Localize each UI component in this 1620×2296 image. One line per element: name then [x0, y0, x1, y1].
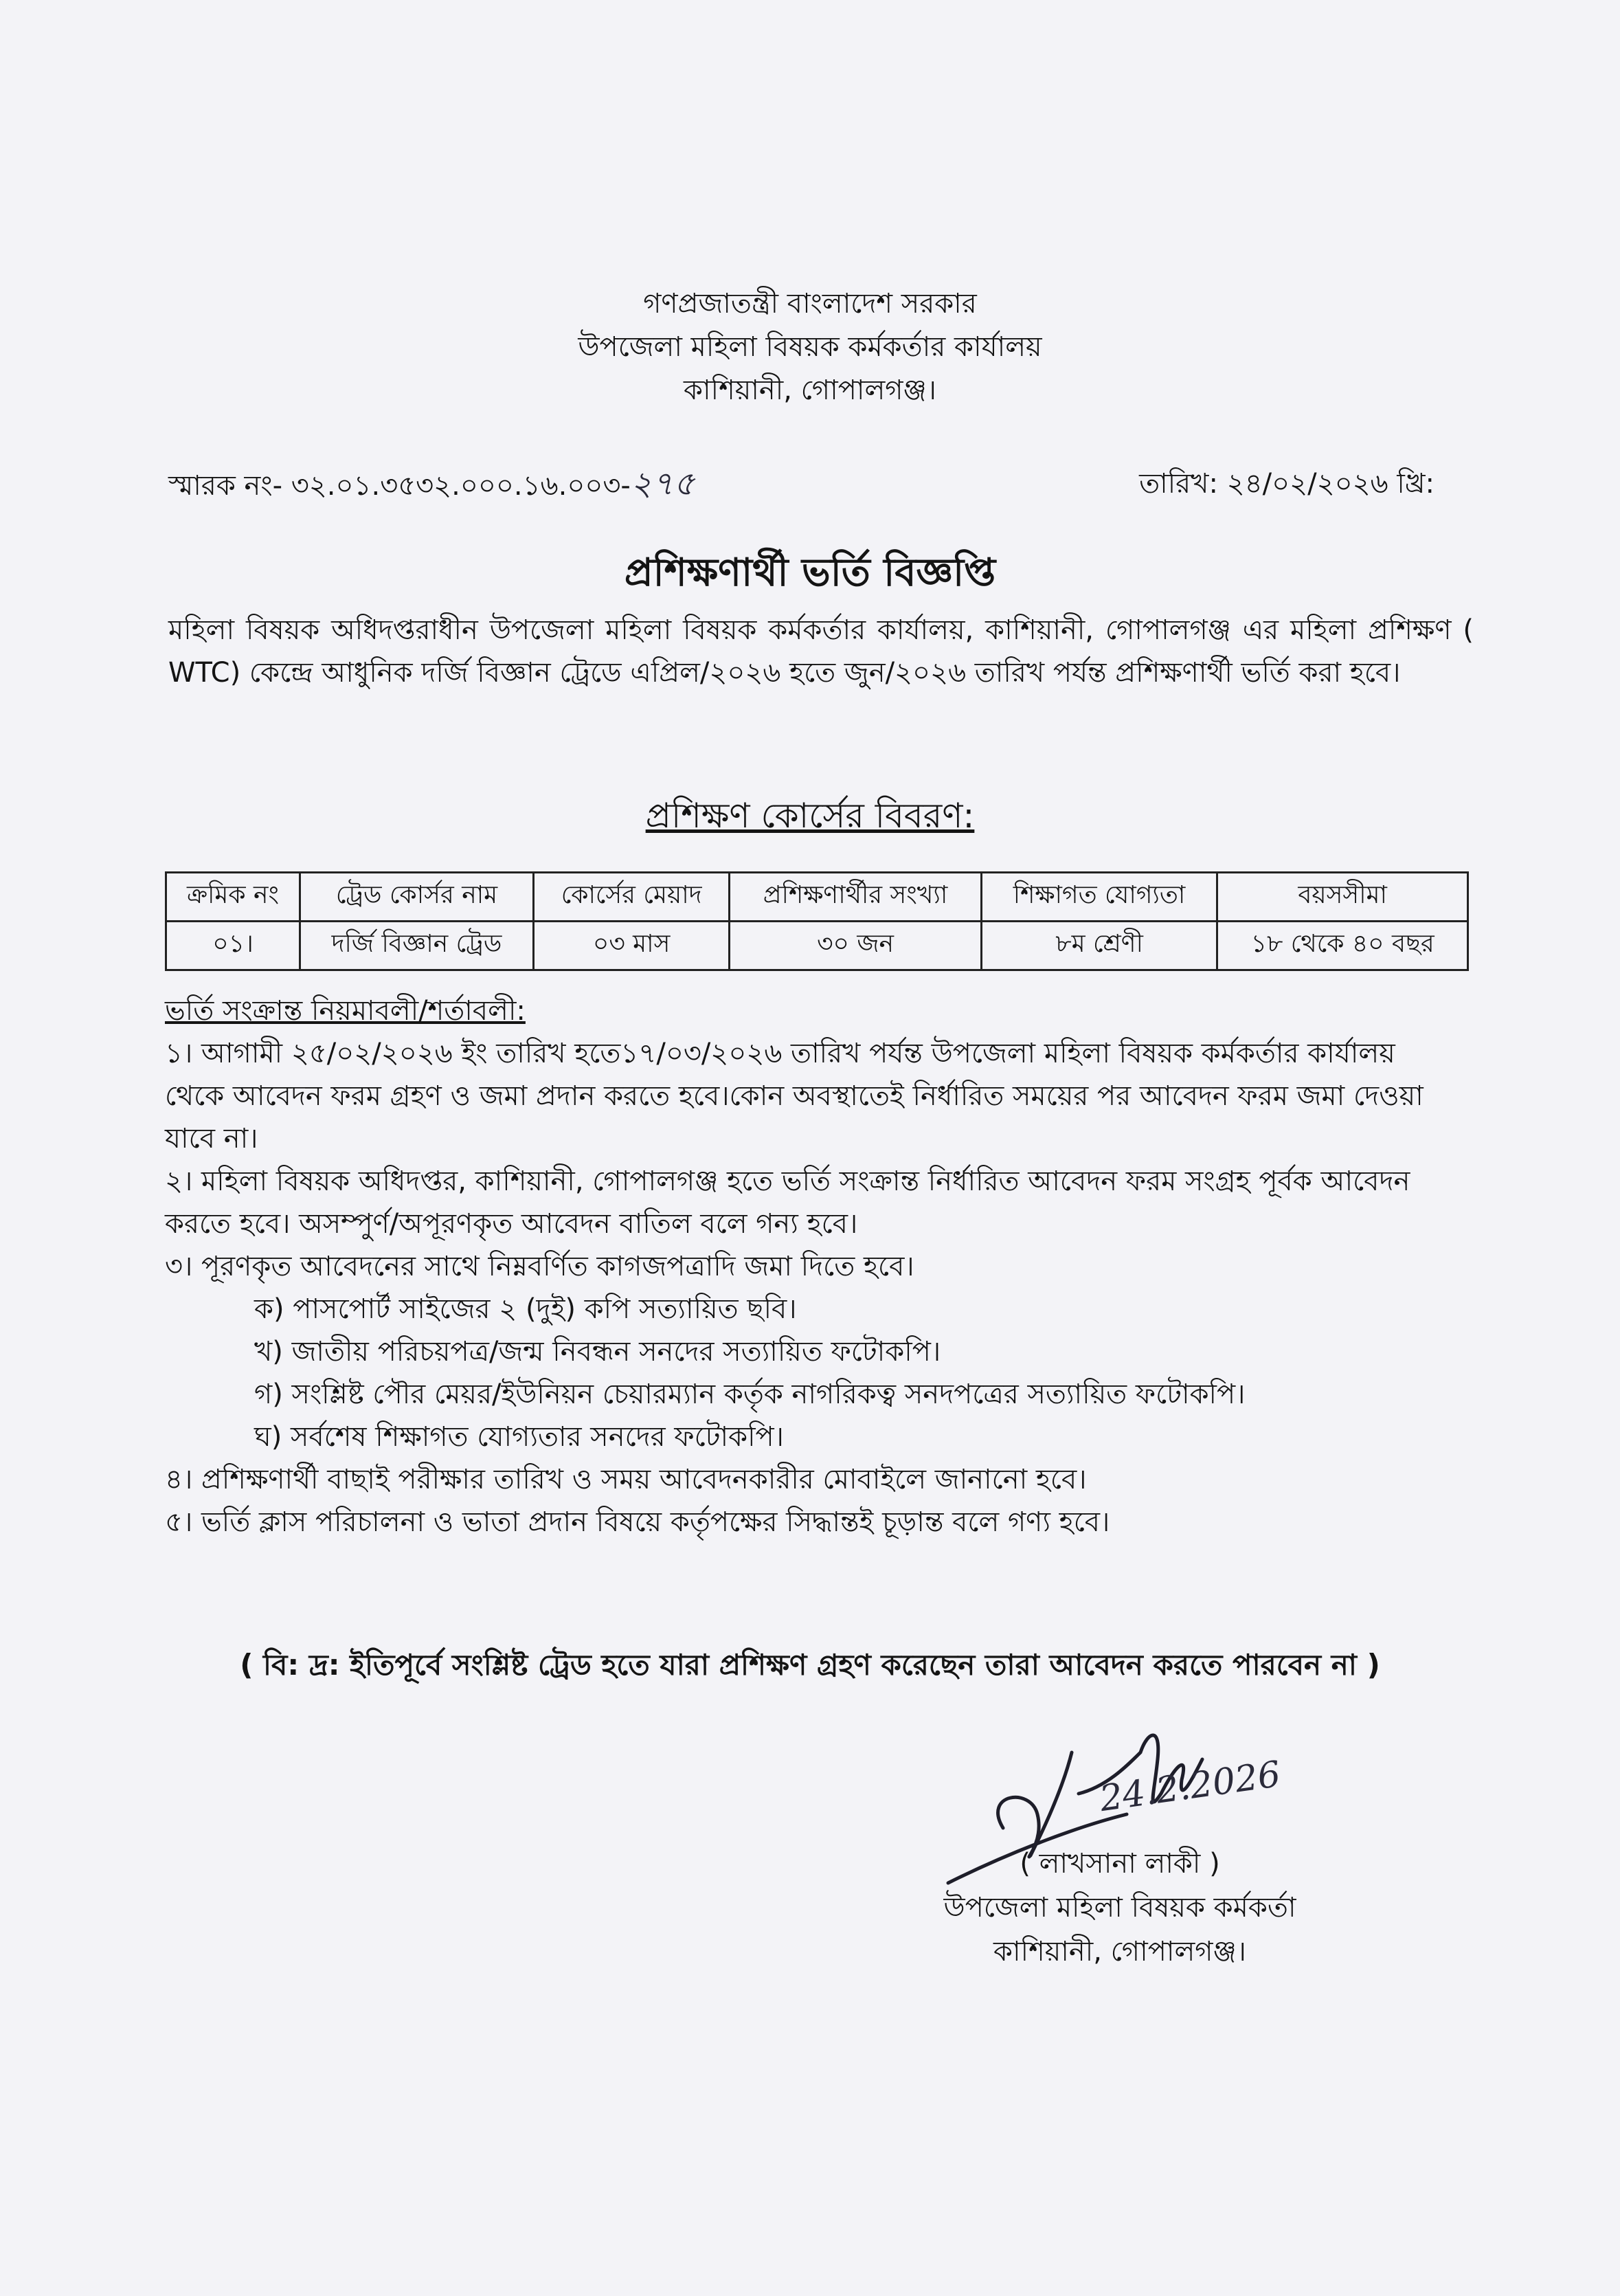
note: ( বি: দ্র: ইতিপূর্বে সংশ্লিষ্ট ট্রেড হতে যারা প্রশিক্ষণ গ্রহণ করেছেন তারা আবেদন করতে পারবেন না ) — [240, 1648, 1380, 1682]
memo-date: তারিখ: ২৪/০২/২০২৬ খ্রি: — [1139, 468, 1435, 500]
intro-paragraph: মহিলা বিষয়ক অধিদপ্তরাধীন উপজেলা মহিলা বিষয়ক কর্মকর্তার কার্যালয়, কাশিয়ানী, গোপালগঞ্জ এর মহিলা প্রশিক্ষণ ( WTC) কেন্দ্রে আধুনিক দর্জি বিজ্ঞান ট্রেডে এপ্রিল/২০২৬ হতে জুন/২০২৬ তারিখ পর্যন্ত প্রশিক্ষণার্থী ভর্তি করা হবে। — [168, 614, 1474, 689]
rules-heading: ভর্তি সংক্রান্ত নিয়মাবলী/শর্তাবলী: — [165, 995, 526, 1027]
rule-5: ৫। ভর্তি ক্লাস পরিচালনা ও ভাতা প্রদান বিষয়ে কর্তৃপক্ষের সিদ্ধান্তই চূড়ান্ত বলে গণ্য হবে। — [165, 1506, 1110, 1538]
col-age-limit: বয়সসীমা — [1217, 873, 1468, 922]
signature-block — [927, 1842, 1312, 1974]
col-course-name: ট্রেড কোর্সর নাম — [300, 873, 534, 922]
memo-handwritten-number: ২৭৫ — [630, 465, 695, 503]
header-government: গণপ্রজাতন্ত্রী বাংলাদেশ সরকার — [643, 288, 977, 320]
signatory-designation: উপজেলা মহিলা বিষয়ক কর্মকর্তা — [943, 1892, 1296, 1924]
header-office: উপজেলা মহিলা বিষয়ক কর্মকর্তার কার্যালয় — [578, 331, 1042, 363]
rules-section — [165, 990, 1456, 1543]
cell-qualification: ৮ম শ্রেণী — [981, 922, 1217, 970]
memo-number — [168, 459, 695, 513]
rule-3a: ক) পাসপোর্ট সাইজের ২ (দুই) কপি সত্যায়িত ছবি। — [254, 1293, 797, 1325]
cell-course-name: দর্জি বিজ্ঞান ট্রেড — [300, 922, 534, 970]
col-duration: কোর্সের মেয়াদ — [533, 873, 729, 922]
cell-duration: ০৩ মাস — [533, 922, 729, 970]
header-location: কাশিয়ানী, গোপালগঞ্জ। — [684, 375, 936, 406]
rule-3b: খ) জাতীয় পরিচয়পত্র/জন্ম নিবন্ধন সনদের সত্যায়িত ফটোকপি। — [254, 1336, 941, 1368]
page-title: প্রশিক্ষণার্থী ভর্তি বিজ্ঞপ্তি — [624, 550, 996, 595]
rule-4: ৪। প্রশিক্ষণার্থী বাছাই পরীক্ষার তারিখ ও সময় আবেদনকারীর মোবাইলে জানানো হবে। — [165, 1464, 1087, 1495]
rule-2: ২। মহিলা বিষয়ক অধিদপ্তর, কাশিয়ানী, গোপালগঞ্জ হতে ভর্তি সংক্রান্ত নির্ধারিত আবেদন ফরম সংগ্রহ পূর্বক আবেদন করতে হবে। অসম্পুর্ণ/অপূরণকৃত আবেদন বাতিল বলে গন্য হবে। — [165, 1166, 1410, 1240]
table-row — [166, 922, 1468, 970]
rule-3: ৩। পূরণকৃত আবেদনের সাথে নিম্নবর্ণিত কাগজপত্রাদি জমা দিতে হবে। — [165, 1251, 914, 1282]
signatory-location: কাশিয়ানী, গোপালগঞ্জ। — [993, 1936, 1246, 1968]
rule-3c: গ) সংশ্লিষ্ট পৌর মেয়র/ইউনিয়ন চেয়ারম্যান কর্তৃক নাগরিকত্ব সনদপত্রের সত্যায়িত ফটোকপি। — [254, 1379, 1246, 1410]
cell-trainee-count: ৩০ জন — [730, 922, 981, 970]
col-serial: ক্রমিক নং — [166, 873, 300, 922]
cell-serial: ০১। — [166, 922, 300, 970]
cell-age-limit: ১৮ থেকে ৪০ বছর — [1217, 922, 1468, 970]
col-qualification: শিক্ষাগত যোগ্যতা — [981, 873, 1217, 922]
course-heading: প্রশিক্ষণ কোর্সের বিবরণ: — [645, 796, 975, 836]
course-table — [165, 871, 1469, 971]
col-trainee-count: প্রশিক্ষণার্থীর সংখ্যা — [730, 873, 981, 922]
table-header-row — [166, 873, 1468, 922]
rule-3d: ঘ) সর্বশেষ শিক্ষাগত যোগ্যতার সনদের ফটোকপি। — [254, 1421, 784, 1453]
signatory-name: ( লাখসানা লাকী ) — [1020, 1848, 1220, 1880]
memo-label: স্মারক নং- ৩২.০১.৩৫৩২.০০০.১৬.০০৩- — [168, 470, 631, 502]
signature-date: 24.2.2026 — [1097, 1753, 1283, 1820]
rule-1: ১। আগামী ২৫/০২/২০২৬ ইং তারিখ হতে১৭/০৩/২০২৬ তারিখ পর্যন্ত উপজেলা মহিলা বিষয়ক কর্মকর্তার কার্যালয় থেকে আবেদন ফরম গ্রহণ ও জমা প্রদান করতে হবে।কোন অবস্থাতেই নির্ধারিত সময়ের পর আবেদন ফরম জমা দেওয়া যাবে না। — [165, 1038, 1424, 1155]
